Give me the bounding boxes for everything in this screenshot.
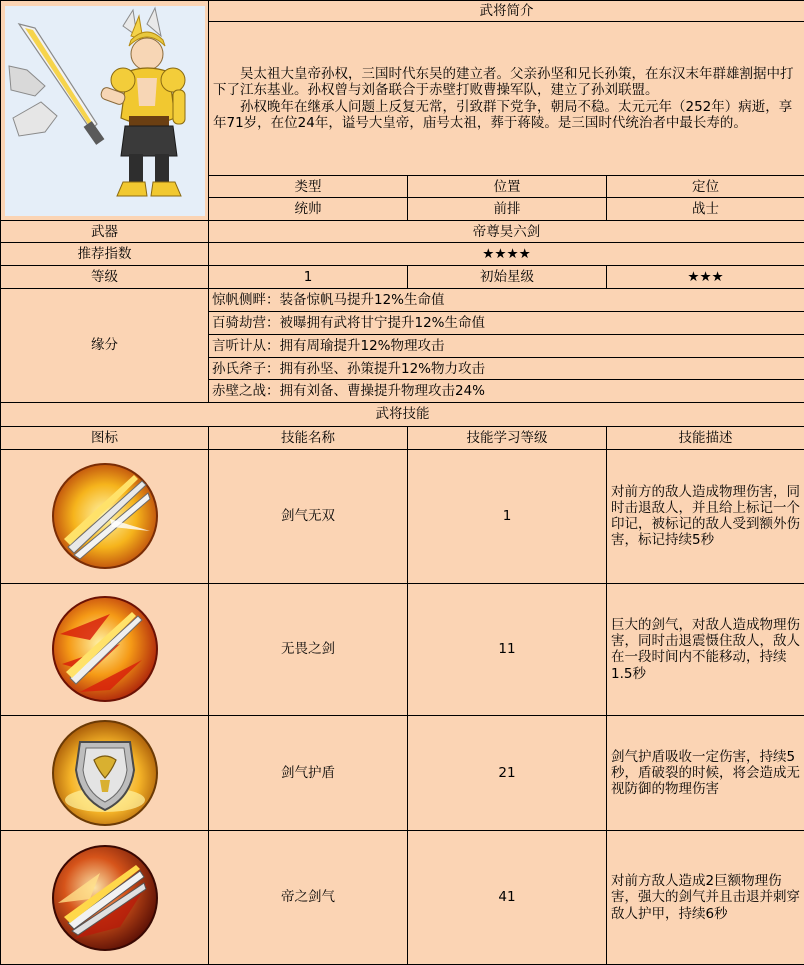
weapon-label: 武器 (1, 221, 209, 243)
skill-name: 剑气护盾 (209, 716, 408, 831)
sword-slash-icon (50, 461, 160, 571)
sword-shield-icon (50, 718, 160, 828)
position-label: 位置 (408, 176, 607, 198)
level-label: 等级 (1, 265, 209, 288)
skill-icon-cell (1, 831, 209, 965)
fate-item: 孙氏斧子：拥有孙坚、孙策提升12%物力攻击 (209, 358, 804, 380)
fate-item: 百骑劫营：被曝拥有武将甘宁提升12%生命值 (209, 311, 804, 334)
skills-section-title: 武将技能 (1, 403, 804, 426)
position-value: 前排 (408, 198, 607, 221)
intro-title: 武将简介 (209, 1, 804, 22)
intro-paragraph: 孙权晚年在继承人问题上反复无常，引致群下党争，朝局不稳。太元元年（252年）病逝，享年71岁，在位24年，谥号大皇帝，庙号太祖，葬于蒋陵。是三国时代统治者中最长寿的。 (213, 98, 793, 131)
intro-paragraph: 吴太祖大皇帝孙权，三国时代东吴的建立者。父亲孙坚和兄长孙策，在东汉末年群雄割据中打下了江东基业。孙权曾与刘备联合于赤壁打败曹操军队，建立了孙刘联盟。 (213, 66, 794, 99)
fate-item: 赤壁之战：拥有刘备、曹操提升物理攻击24% (209, 380, 804, 403)
skill-level: 21 (408, 716, 607, 831)
warrior-portrait-icon (5, 6, 205, 216)
fate-label: 缘分 (1, 288, 209, 403)
hero-portrait-cell (1, 1, 209, 221)
type-value: 统帅 (209, 198, 408, 221)
skills-header-icon: 图标 (1, 426, 209, 449)
skill-level: 1 (408, 449, 607, 583)
skill-desc: 对前方敌人造成2巨额物理伤害，强大的剑气并且击退并刺穿敌人护甲，持续6秒 (607, 831, 804, 965)
fate-item: 惊帆侧畔：装备惊帆马提升12%生命值 (209, 288, 804, 311)
skill-name: 帝之剑气 (209, 831, 408, 965)
skill-level: 41 (408, 831, 607, 965)
skills-header-name: 技能名称 (209, 426, 408, 449)
fate-item: 言听计从：拥有周瑜提升12%物理攻击 (209, 335, 804, 358)
role-value: 战士 (607, 198, 804, 221)
skill-desc: 对前方的敌人造成物理伤害，同时击退敌人，并且给上标记一个印记，被标记的敌人受到额外伤害，标记持续5秒 (607, 449, 804, 583)
skill-name: 无畏之剑 (209, 583, 408, 716)
level-value: 1 (209, 265, 408, 288)
initial-star-value: ★★★ (607, 265, 804, 288)
skill-icon-cell (1, 449, 209, 583)
role-label: 定位 (607, 176, 804, 198)
skill-desc: 巨大的剑气，对敌人造成物理伤害，同时击退震慑住敌人，敌人在一段时间内不能移动，持续1.5秒 (607, 583, 804, 716)
fearless-sword-icon (50, 594, 160, 704)
hero-portrait (5, 6, 205, 216)
skills-header-level: 技能学习等级 (408, 426, 607, 449)
emperor-sword-icon (50, 843, 160, 953)
skill-level: 11 (408, 583, 607, 716)
intro-text (209, 22, 804, 176)
recommend-stars: ★★★★ (209, 243, 804, 265)
skill-icon-cell (1, 716, 209, 831)
skills-header-desc: 技能描述 (607, 426, 804, 449)
skill-name: 剑气无双 (209, 449, 408, 583)
skill-desc: 剑气护盾吸收一定伤害，持续5秒，盾破裂的时候，将会造成无视防御的物理伤害 (607, 716, 804, 831)
recommend-label: 推荐指数 (1, 243, 209, 265)
weapon-value: 帝尊昊六剑 (209, 221, 804, 243)
type-label: 类型 (209, 176, 408, 198)
initial-star-label: 初始星级 (408, 265, 607, 288)
skill-icon-cell (1, 583, 209, 716)
